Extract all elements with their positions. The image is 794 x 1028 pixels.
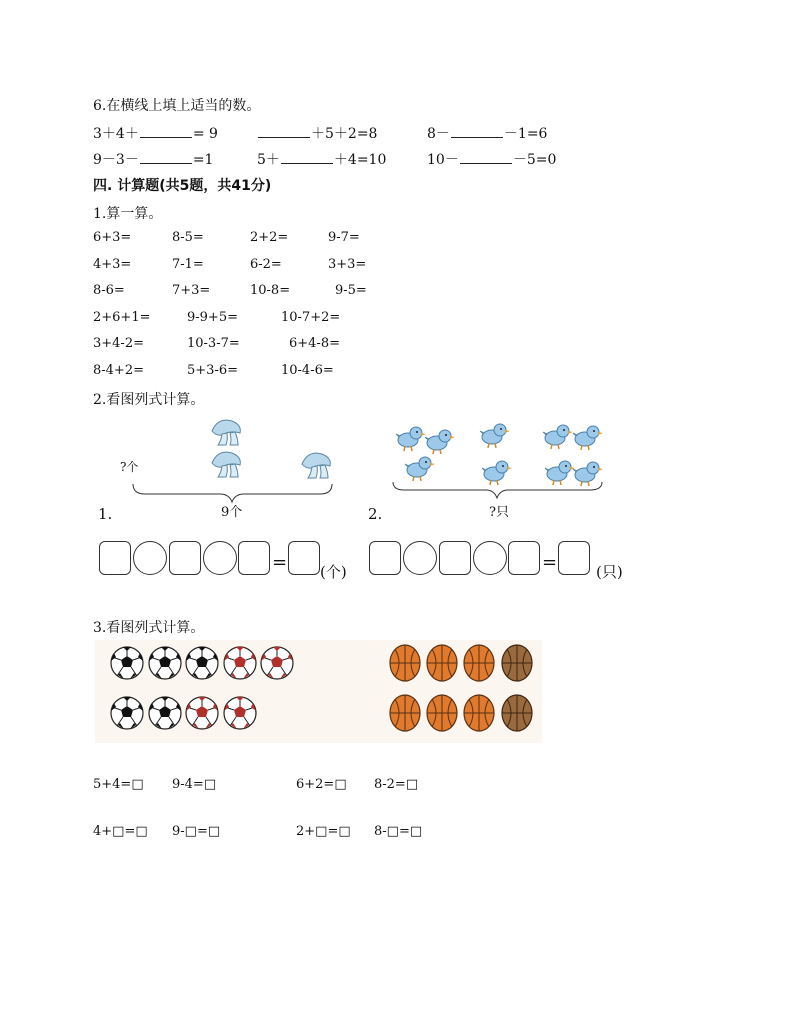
operator-circle[interactable]: [133, 541, 167, 575]
soccer-ball-icon: [186, 697, 218, 729]
soccer-ball-icon: [261, 647, 293, 679]
mushroom-icon: [212, 452, 240, 477]
calc-item: 8-2=□: [374, 777, 419, 792]
p2-title: 2.看图列式计算。: [93, 392, 205, 408]
answer-box[interactable]: [99, 541, 131, 575]
calc-item: 6-2=: [250, 257, 282, 272]
unit-label: (只): [596, 563, 623, 581]
answer-box[interactable]: [558, 541, 590, 575]
calc-item: 6+3=: [93, 230, 132, 245]
q6-r2-c-left: 10－: [427, 152, 459, 168]
answer-box[interactable]: [169, 541, 201, 575]
equals-sign: =: [272, 552, 288, 573]
q6-r2-b: [257, 149, 386, 169]
chick-figure: [390, 415, 620, 510]
q6-r2-c-right: －5=0: [512, 152, 557, 168]
calc-item: 10-4-6=: [281, 363, 334, 378]
calc-item: 10-8=: [250, 283, 291, 298]
calc-item: 8-6=: [93, 283, 125, 298]
section-title: 四. 计算题(共5题，共41分): [93, 178, 272, 194]
soccer-ball-icon: [224, 647, 256, 679]
q6-r2-a: [93, 149, 213, 169]
p3-title: 3.看图列式计算。: [93, 620, 205, 636]
soccer-ball-icon: [149, 647, 181, 679]
mushroom-icon: [302, 453, 330, 478]
sub-num: 2.: [368, 505, 383, 523]
brace: [133, 484, 332, 502]
chick-icon: [482, 461, 512, 485]
chick-icon: [480, 424, 510, 448]
calc-item: 9-4=□: [172, 777, 217, 792]
q6-r1-c-right: －1=6: [503, 126, 548, 142]
calc-item: 2+2=: [250, 230, 289, 245]
total-label: 9个: [221, 505, 243, 520]
calc-item: 2+□=□: [296, 824, 351, 839]
q6-title: 6.在横线上填上适当的数。: [93, 98, 261, 114]
calc-item: 3+3=: [328, 257, 367, 272]
calc-item: 5+3-6=: [187, 363, 238, 378]
q6-r1-a-right: = 9: [192, 126, 218, 142]
calc-item: 10-7+2=: [281, 310, 341, 325]
chick-icon: [543, 425, 573, 449]
chick-icon: [396, 427, 426, 451]
basketball-icon: [464, 645, 494, 681]
calc-item: 9-□=□: [172, 824, 221, 839]
q6-r1-c-left: 8－: [427, 126, 450, 142]
fill-blank[interactable]: [460, 151, 512, 164]
calc-item: 9-9+5=: [187, 310, 238, 325]
fill-blank[interactable]: [451, 125, 503, 138]
q6-r1-b: [257, 123, 377, 143]
fill-blank[interactable]: [140, 151, 192, 164]
mushroom-icon: [212, 420, 240, 445]
q6-r2-b-right: ＋4=10: [333, 152, 387, 168]
q6-r2-a-right: =1: [192, 152, 214, 168]
calc-item: 4+□=□: [93, 824, 148, 839]
basketball-icon: [427, 695, 457, 731]
q6-r1-c: [427, 123, 547, 143]
chick-icon: [573, 462, 603, 486]
soccer-ball-icon: [111, 647, 143, 679]
operator-circle[interactable]: [403, 541, 437, 575]
q6-r2-c: [427, 149, 556, 169]
chick-icon: [545, 461, 575, 485]
calc-item: 6+2=□: [296, 777, 347, 792]
answer-box[interactable]: [439, 541, 471, 575]
basketball-icon: [390, 645, 420, 681]
calc-item: 5+4=□: [93, 777, 144, 792]
basketball-icon: [502, 645, 532, 681]
answer-box[interactable]: [238, 541, 270, 575]
calc-item: 3+4-2=: [93, 336, 144, 351]
q6-r2-b-left: 5＋: [257, 152, 280, 168]
soccer-ball-icon: [224, 697, 256, 729]
calc-item: 7+3=: [172, 283, 211, 298]
p1-title: 1.算一算。: [93, 206, 163, 222]
calc-item: 8-4+2=: [93, 363, 144, 378]
calc-item: 8-□=□: [374, 824, 423, 839]
basketball-icon: [464, 695, 494, 731]
chick-icon: [405, 457, 435, 481]
q6-r2-a-left: 9－3－: [93, 152, 139, 168]
calc-item: 7-1=: [172, 257, 204, 272]
basketball-icon: [502, 695, 532, 731]
unit-label: (个): [320, 563, 347, 581]
calc-item: 9-7=: [328, 230, 360, 245]
q6-r1-b-right: ＋5＋2=8: [311, 126, 378, 142]
unknown-count-label: ?只: [489, 505, 509, 520]
calc-item: 6+4-8=: [289, 336, 340, 351]
fill-blank[interactable]: [140, 125, 192, 138]
q6-r1-a-left: 3＋4＋: [93, 126, 139, 142]
q6-r1-a: [93, 123, 218, 143]
operator-circle[interactable]: [203, 541, 237, 575]
calc-item: 10-3-7=: [187, 336, 240, 351]
fill-blank[interactable]: [281, 151, 333, 164]
chick-icon: [425, 430, 455, 454]
fill-blank[interactable]: [258, 125, 310, 138]
equals-sign: =: [542, 552, 558, 573]
balls-figure: [95, 640, 542, 743]
basketball-icon: [427, 645, 457, 681]
answer-box[interactable]: [369, 541, 401, 575]
soccer-ball-icon: [149, 697, 181, 729]
calc-item: 9-5=: [335, 283, 367, 298]
calc-item: 8-5=: [172, 230, 204, 245]
chick-icon: [573, 426, 603, 450]
calc-item: 2+6+1=: [93, 310, 151, 325]
operator-circle[interactable]: [473, 541, 507, 575]
soccer-ball-icon: [111, 697, 143, 729]
soccer-ball-icon: [186, 647, 218, 679]
answer-box[interactable]: [508, 541, 540, 575]
sub-num: 1.: [98, 505, 113, 523]
basketball-icon: [390, 695, 420, 731]
calc-item: 4+3=: [93, 257, 132, 272]
unknown-count-label: ?个: [120, 460, 139, 474]
answer-box[interactable]: [288, 541, 320, 575]
